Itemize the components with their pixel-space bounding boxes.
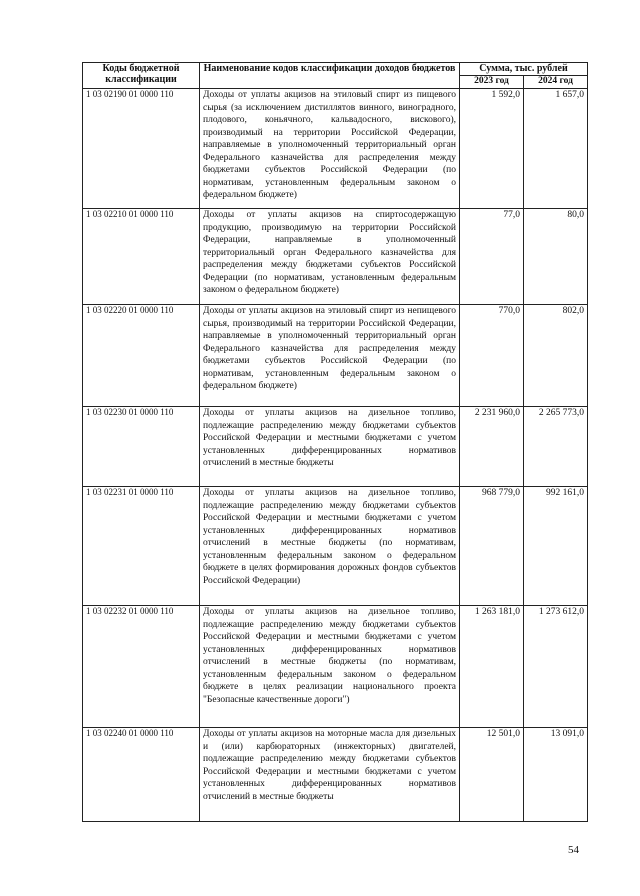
row-value-2023: 12 501,0 <box>460 728 524 822</box>
table-row <box>83 407 588 487</box>
row-value-2023: 77,0 <box>460 209 524 305</box>
row-name: Доходы от уплаты акцизов на этиловый спирт из непищевого сырья, производимый на территории Российской Федерации, направляемые в уполномоченный территориальный орган Федерального казначейства для распределения между бюджетами субъектов Российской Федерации (по нормативам, установленным федеральным законом о федеральном бюджете) <box>200 305 460 407</box>
row-code: 1 03 02231 01 0000 110 <box>83 487 200 606</box>
row-value-2024: 992 161,0 <box>524 487 588 606</box>
row-code: 1 03 02210 01 0000 110 <box>83 209 200 305</box>
row-name: Доходы от уплаты акцизов на дизельное топливо, подлежащие распределению между бюджетами субъектов Российской Федерации и местными бюджетами с учетом установленных дифференцированных нормативов отчислений в местные бюджеты <box>200 407 460 487</box>
row-code: 1 03 02232 01 0000 110 <box>83 606 200 728</box>
row-value-2024: 1 273 612,0 <box>524 606 588 728</box>
header-year-2023: 2023 год <box>460 76 524 89</box>
table-row <box>83 209 588 305</box>
row-name: Доходы от уплаты акцизов на дизельное топливо, подлежащие распределению между бюджетами субъектов Российской Федерации и местными бюджетами с учетом установленных дифференцированных нормативов отчислений в местные бюджеты (по нормативам, установленным федеральным законом о федеральном бюджете в целях формирования дорожных фондов субъектов Российской Федерации) <box>200 487 460 606</box>
row-name: Доходы от уплаты акцизов на дизельное топливо, подлежащие распределению между бюджетами субъектов Российской Федерации и местными бюджетами с учетом установленных дифференцированных нормативов отчислений в местные бюджеты (по нормативам, установленным федеральным законом о федеральном бюджете в целях реализации национального проекта "Безопасные качественные дороги") <box>200 606 460 728</box>
row-value-2023: 1 263 181,0 <box>460 606 524 728</box>
table-row <box>83 606 588 728</box>
row-value-2023: 1 592,0 <box>460 89 524 209</box>
row-value-2024: 80,0 <box>524 209 588 305</box>
row-value-2024: 2 265 773,0 <box>524 407 588 487</box>
row-name: Доходы от уплаты акцизов на спиртосодержащую продукцию, производимую на территории Российской Федерации, направляемые в уполномоченный территориальный орган Федерального казначейства для распределения между бюджетами субъектов Российской Федерации (по нормативам, установленным федеральным законом о федеральном бюджете) <box>200 209 460 305</box>
row-name: Доходы от уплаты акцизов на моторные масла для дизельных и (или) карбюраторных (инжекторных) двигателей, подлежащие распределению между бюджетами субъектов Российской Федерации и местными бюджетами с учетом установленных дифференцированных нормативов отчислений в местные бюджеты <box>200 728 460 822</box>
row-value-2024: 1 657,0 <box>524 89 588 209</box>
row-code: 1 03 02230 01 0000 110 <box>83 407 200 487</box>
row-value-2023: 770,0 <box>460 305 524 407</box>
row-name: Доходы от уплаты акцизов на этиловый спирт из пищевого сырья (за исключением дистиллятов винного, виноградного, плодового, коньячного, кальвадосного, вискового), производимый на территории Российской Федерации, направляемые в уполномоченный территориальный орган Федерального казначейства для распределения между бюджетами субъектов Российской Федерации (по нормативам, установленным федеральным законом о федеральном бюджете) <box>200 89 460 209</box>
row-code: 1 03 02240 01 0000 110 <box>83 728 200 822</box>
row-value-2024: 802,0 <box>524 305 588 407</box>
table-row <box>83 89 588 209</box>
row-code: 1 03 02190 01 0000 110 <box>83 89 200 209</box>
table-row <box>83 728 588 822</box>
table-row <box>83 487 588 606</box>
budget-revenue-table <box>82 62 588 822</box>
page-number: 54 <box>568 844 579 856</box>
header-year-2024: 2024 год <box>524 76 588 89</box>
row-value-2023: 2 231 960,0 <box>460 407 524 487</box>
table-row <box>83 305 588 407</box>
row-code: 1 03 02220 01 0000 110 <box>83 305 200 407</box>
header-codes: Коды бюджетной классификации <box>83 63 200 89</box>
row-value-2024: 13 091,0 <box>524 728 588 822</box>
header-sum: Сумма, тыс. рублей <box>460 63 588 76</box>
header-name: Наименование кодов классификации доходов бюджетов <box>200 63 460 89</box>
row-value-2023: 968 779,0 <box>460 487 524 606</box>
